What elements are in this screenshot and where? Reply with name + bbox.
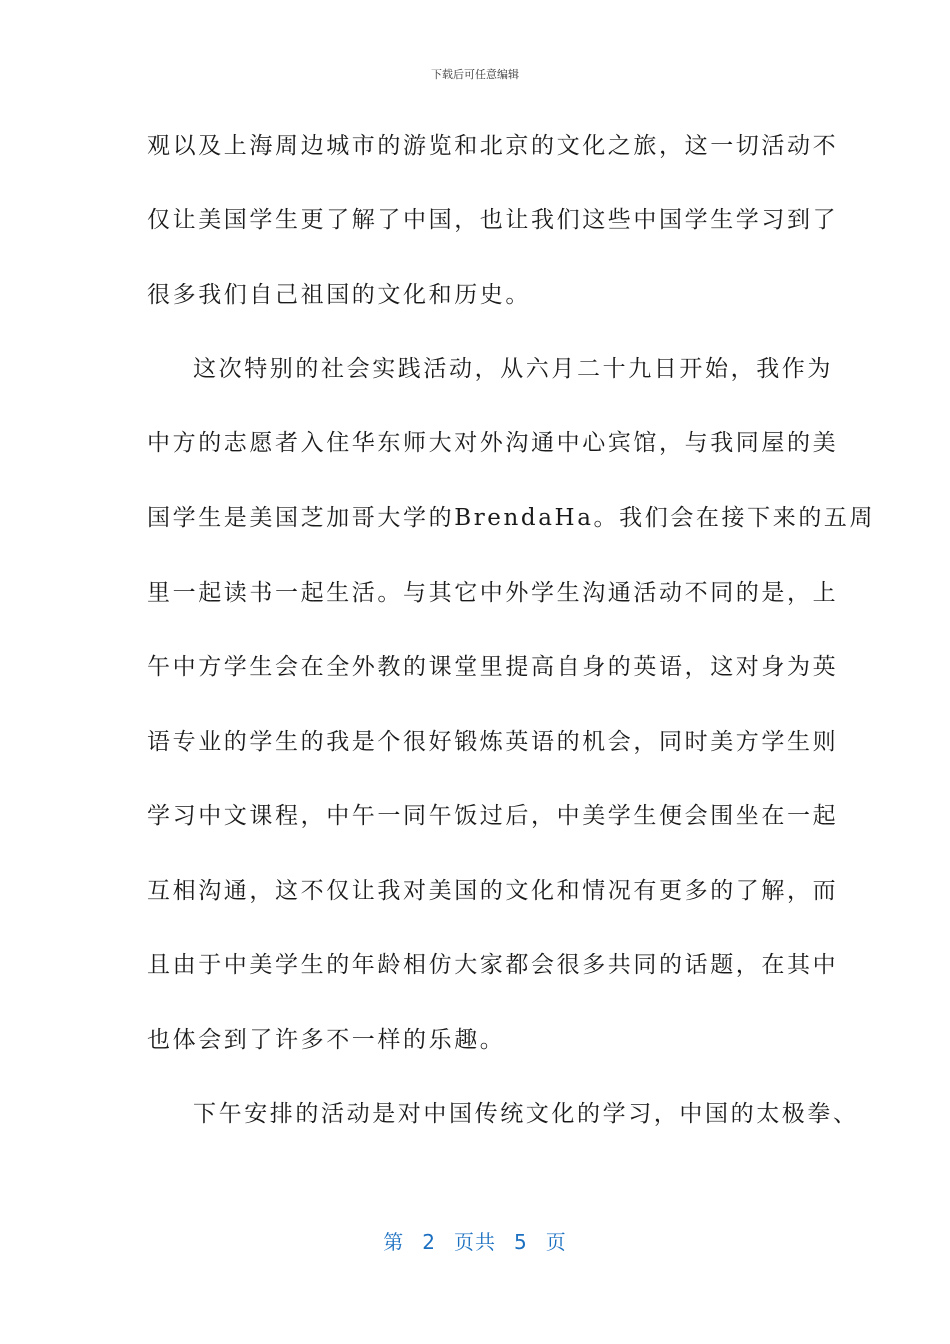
paragraph-line: 国学生是美国芝加哥大学的BrendaHa。我们会在接下来的五周 — [147, 505, 876, 531]
paragraph-line: 仅让美国学生更了解了中国，也让我们这些中国学生学习到了 — [147, 207, 839, 233]
current-page-number: 2 — [422, 1230, 436, 1254]
paragraph-line: 里一起读书一起生活。与其它中外学生沟通活动不同的是，上 — [147, 580, 839, 606]
paragraph-line: 中方的志愿者入住华东师大对外沟通中心宾馆，与我同屋的美 — [147, 430, 839, 456]
header-note: 下载后可任意编辑 — [431, 68, 519, 81]
paragraph-line: 很多我们自己祖国的文化和历史。 — [147, 282, 531, 308]
paragraph-line: 学习中文课程，中午一同午饭过后，中美学生便会围坐在一起 — [147, 803, 839, 829]
footer-middle: 页共 — [454, 1230, 496, 1254]
paragraph-line: 午中方学生会在全外教的课堂里提高自身的英语，这对身为英 — [147, 654, 839, 680]
footer-prefix: 第 — [383, 1230, 405, 1254]
paragraph-line: 互相沟通，这不仅让我对美国的文化和情况有更多的了解，而 — [147, 878, 839, 904]
paragraph-line: 且由于中美学生的年龄相仿大家都会很多共同的话题，在其中 — [147, 952, 839, 978]
page-footer — [0, 1226, 950, 1255]
paragraph-line: 下午安排的活动是对中国传统文化的学习，中国的太极拳、 — [193, 1101, 859, 1127]
paragraph-line: 观以及上海周边城市的游览和北京的文化之旅，这一切活动不 — [147, 133, 839, 159]
footer-suffix: 页 — [545, 1230, 567, 1254]
paragraph-line: 这次特别的社会实践活动，从六月二十九日开始，我作为 — [193, 356, 833, 382]
total-pages-number: 5 — [514, 1230, 528, 1254]
paragraph-line: 也体会到了许多不一样的乐趣。 — [147, 1027, 506, 1053]
paragraph-line: 语专业的学生的我是个很好锻炼英语的机会，同时美方学生则 — [147, 729, 839, 755]
